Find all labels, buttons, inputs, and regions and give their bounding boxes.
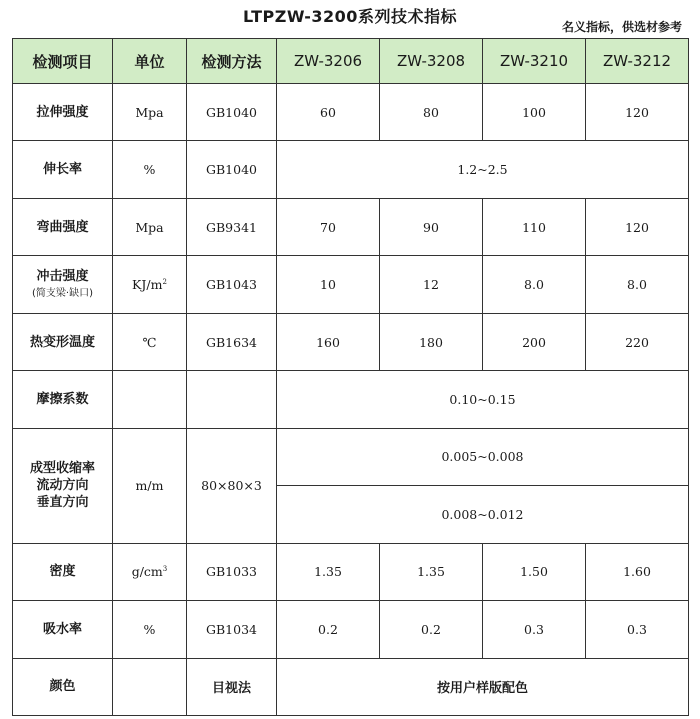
value-cell: 8.0: [483, 256, 586, 313]
header-zw3212: ZW-3212: [586, 39, 689, 84]
unit-base: KJ/m: [132, 277, 163, 293]
table-row: [13, 198, 689, 255]
method-cell: GB1040: [187, 141, 277, 198]
row-label: 热变形温度: [13, 313, 113, 370]
method-cell: GB1040: [187, 84, 277, 141]
value-cell-merged: 0.005~0.008: [277, 428, 689, 485]
row-label-line: 成型收缩率: [29, 461, 95, 477]
method-cell: GB9341: [187, 198, 277, 255]
unit-cell: %: [113, 141, 187, 198]
row-label-line: 垂直方向: [36, 495, 89, 511]
unit-cell: Mpa: [113, 84, 187, 141]
unit-cell: ℃: [113, 313, 187, 370]
method-cell: 目视法: [187, 658, 277, 715]
value-cell: 1.35: [380, 543, 483, 600]
table-row: [13, 84, 689, 141]
value-cell: 180: [380, 313, 483, 370]
value-cell-merged: 按用户样版配色: [277, 658, 689, 715]
value-cell: 100: [483, 84, 586, 141]
table-row: [13, 371, 689, 428]
reference-note: 名义指标，供选材参考: [561, 20, 682, 34]
method-cell: 80×80×3: [187, 428, 277, 543]
row-label: 颜色: [13, 658, 113, 715]
unit-cell: [113, 256, 187, 313]
value-cell: 0.3: [483, 601, 586, 658]
unit-cell: m/m: [113, 428, 187, 543]
unit-cell: %: [113, 601, 187, 658]
method-cell: [187, 371, 277, 428]
value-cell-merged: 1.2~2.5: [277, 141, 689, 198]
page-title: LTPZW-3200系列技术指标: [243, 7, 457, 26]
unit-cell: [113, 543, 187, 600]
row-label: 摩擦系数: [13, 371, 113, 428]
value-cell: 90: [380, 198, 483, 255]
row-label: 拉伸强度: [13, 84, 113, 141]
row-label: [13, 256, 113, 313]
value-cell: 10: [277, 256, 380, 313]
header-zw3208: ZW-3208: [380, 39, 483, 84]
value-cell: 80: [380, 84, 483, 141]
table-row: [13, 141, 689, 198]
header-method: 检测方法: [187, 39, 277, 84]
unit-base: g/cm: [131, 564, 163, 580]
value-cell: 8.0: [586, 256, 689, 313]
row-label: [13, 428, 113, 543]
unit-cell: [113, 371, 187, 428]
value-cell-merged: 0.008~0.012: [277, 486, 689, 543]
value-cell: 120: [586, 198, 689, 255]
table-row: [13, 658, 689, 715]
value-cell: 1.50: [483, 543, 586, 600]
value-cell-merged: 0.10~0.15: [277, 371, 689, 428]
value-cell: 0.2: [380, 601, 483, 658]
header-unit: 单位: [113, 39, 187, 84]
value-cell: 220: [586, 313, 689, 370]
header-zw3206: ZW-3206: [277, 39, 380, 84]
header-zw3210: ZW-3210: [483, 39, 586, 84]
table-row: [13, 543, 689, 600]
table-row: [13, 256, 689, 313]
value-cell: 12: [380, 256, 483, 313]
row-label: 伸长率: [13, 141, 113, 198]
unit-cell: Mpa: [113, 198, 187, 255]
row-label: 密度: [13, 543, 113, 600]
method-cell: GB1034: [187, 601, 277, 658]
unit-exponent: 3: [162, 565, 168, 574]
header-row: [13, 39, 689, 84]
value-cell: 120: [586, 84, 689, 141]
header-item: 检测项目: [13, 39, 113, 84]
value-cell: 70: [277, 198, 380, 255]
value-cell: 1.35: [277, 543, 380, 600]
method-cell: GB1033: [187, 543, 277, 600]
value-cell: 1.60: [586, 543, 689, 600]
value-cell: 60: [277, 84, 380, 141]
row-label: 吸水率: [13, 601, 113, 658]
row-label: 弯曲强度: [13, 198, 113, 255]
row-label-main: 冲击强度: [36, 268, 89, 284]
value-cell: 200: [483, 313, 586, 370]
value-cell: 0.2: [277, 601, 380, 658]
unit-exponent: 2: [162, 277, 167, 286]
value-cell: 110: [483, 198, 586, 255]
unit-cell: [113, 658, 187, 715]
table-row: [13, 313, 689, 370]
value-cell: 0.3: [586, 601, 689, 658]
table-row: [13, 428, 689, 485]
spec-table: [12, 38, 689, 716]
method-cell: GB1634: [187, 313, 277, 370]
row-label-sub: (简支梁·缺口): [32, 287, 93, 299]
table-row: [13, 601, 689, 658]
value-cell: 160: [277, 313, 380, 370]
row-label-line: 流动方向: [36, 478, 89, 494]
method-cell: GB1043: [187, 256, 277, 313]
